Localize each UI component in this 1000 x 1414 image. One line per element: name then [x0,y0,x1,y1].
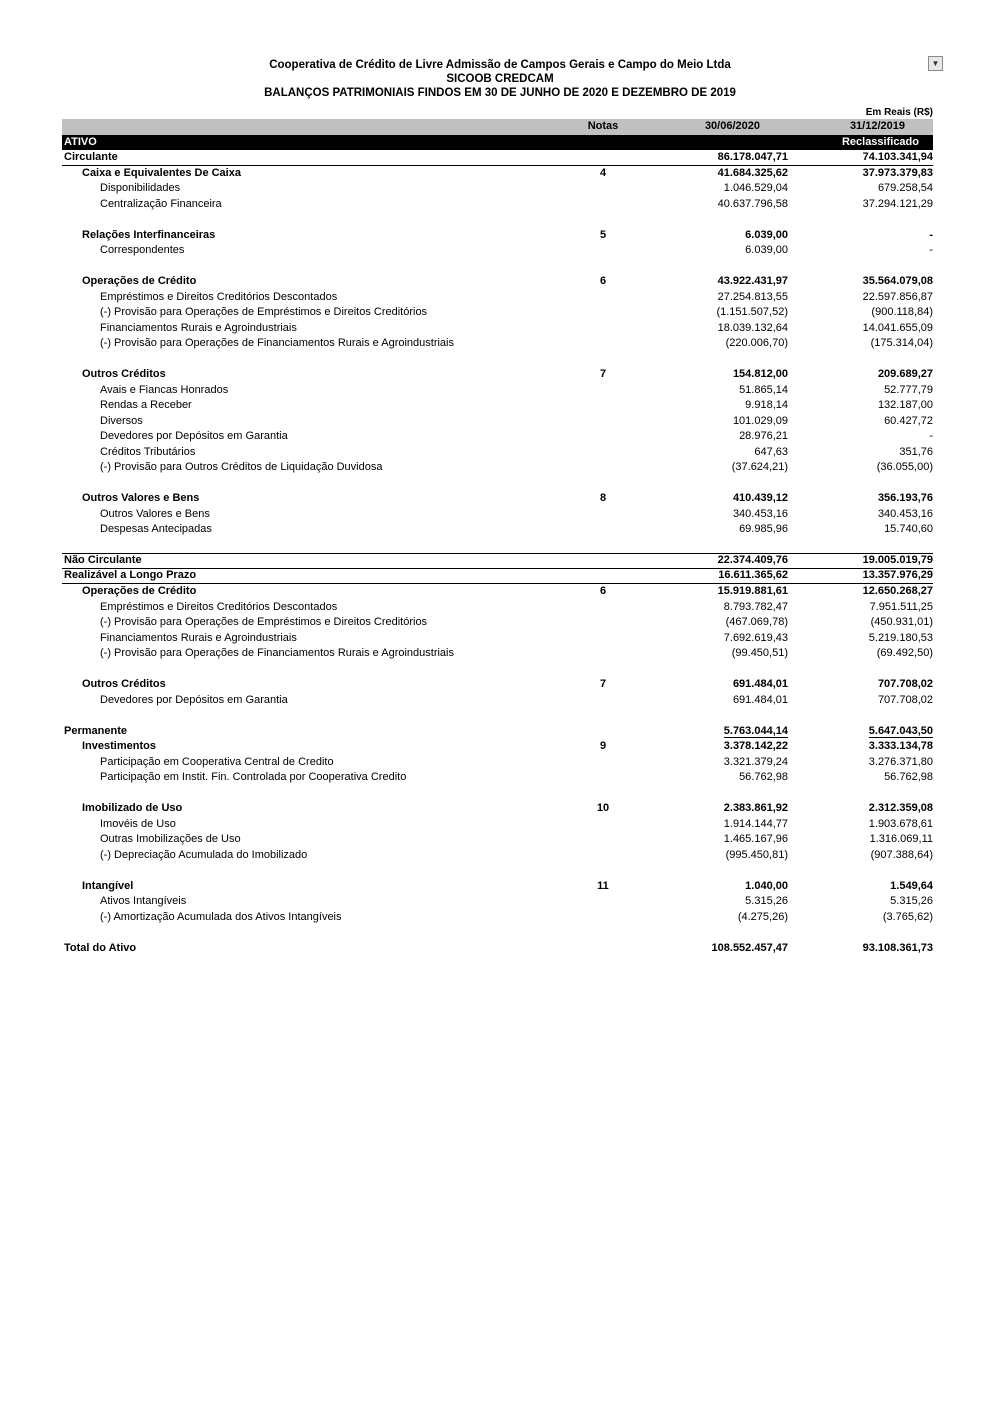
col-date-2019: 31/12/2019 [849,120,905,133]
row-value-2020: 3.378.142,22 [723,740,788,753]
spacer-row [62,538,933,554]
row-value-2019: (900.118,84) [871,306,933,319]
row-label: Correspondentes [100,244,185,257]
spacer-row [62,925,933,941]
row-nota: 11 [597,879,609,892]
row-value-2020: 691.484,01 [732,678,788,691]
row-value-2020: 40.637.796,58 [717,197,788,210]
row-label: Rendas a Receber [100,399,192,412]
table-row [62,739,933,755]
row-value-2019: 5.315,26 [890,895,933,908]
row-label: Permanente [64,724,127,737]
table-row [62,197,933,213]
row-value-2019: 56.762,98 [884,771,933,784]
table-row [62,941,933,957]
row-nota: 10 [596,802,610,815]
table-row [62,367,933,383]
table-row [62,491,933,507]
row-value-2019: 15.740,60 [884,523,933,536]
row-label: Outras Imobilizações de Uso [100,833,241,846]
row-value-2020: (995.450,81) [725,848,788,861]
row-value-2019: 12.650.268,27 [862,585,933,598]
row-label: Diversos [100,414,143,427]
row-value-2020: 108.552.457,47 [711,941,788,954]
row-value-2020: 1.914.144,77 [723,817,788,830]
row-value-2019: (907.388,64) [870,848,933,861]
row-value-2020: 691.484,01 [732,693,788,706]
row-value-2019: 35.564.079,08 [862,275,933,288]
row-value-2019: 1.903.678,61 [868,817,933,830]
row-nota: 9 [599,740,607,753]
table-row [62,693,933,709]
row-value-2020: 7.692.619,43 [723,631,788,644]
row-nota: 4 [599,166,607,179]
row-value-2020: 1.040,00 [745,879,788,892]
row-label: Financiamentos Rurais e Agroindustriais [100,321,297,334]
col-notas: Notas [587,120,619,133]
row-value-2020: 101.029,09 [732,414,788,427]
row-value-2019: (69.492,50) [876,647,933,660]
row-value-2019: 1.316.069,11 [869,833,933,846]
table-row [62,770,933,786]
row-value-2020: 1.046.529,04 [723,182,788,195]
document-header [0,0,1000,100]
row-label: Operações de Crédito [82,585,197,598]
row-value-2020: 5.315,26 [745,895,788,908]
row-value-2019: 132.187,00 [877,399,933,412]
row-value-2019: 93.108.361,73 [862,941,933,954]
table-row [62,336,933,352]
spacer-row [62,352,933,368]
row-label: Financiamentos Rurais e Agroindustriais [100,631,297,644]
row-value-2019: 52.777,79 [884,383,933,396]
row-value-2020: 154.812,00 [732,368,788,381]
row-value-2020: 6.039,00 [745,244,788,257]
row-value-2019: 14.041.655,09 [862,321,933,334]
row-label: Investimentos [82,740,156,753]
table-row [62,879,933,895]
row-value-2020: 1.465.167,96 [723,833,788,846]
row-nota: 6 [599,275,607,288]
table-row [62,553,933,569]
table-row [62,321,933,337]
row-value-2019: 679.258,54 [877,182,933,195]
table-row [62,181,933,197]
row-value-2019: - [929,244,933,257]
row-value-2019: 5.647.043,50 [868,724,933,737]
spacer-row [62,786,933,802]
table-row [62,569,933,585]
row-value-2020: 340.453,16 [732,507,788,520]
row-value-2020: 86.178.047,71 [717,150,788,163]
reclassified-label: Reclassificado [841,135,919,148]
section-ativo-label: ATIVO [64,135,97,148]
table-row [62,615,933,631]
row-label: (-) Provisão para Operações de Financiamentos Rurais e Agroindustriais [100,337,454,350]
row-value-2019: 5.219.180,53 [868,631,933,644]
row-value-2019: 3.276.371,80 [868,755,933,768]
spacer-row [62,708,933,724]
row-value-2020: 3.321.379,24 [723,755,788,768]
row-value-2019: 356.193,76 [877,492,933,505]
dropdown-control[interactable] [928,56,943,71]
row-value-2019: (3.765,62) [882,910,933,923]
row-label: Não Circulante [64,554,142,567]
row-label: Ativos Intangíveis [100,895,187,908]
table-row [62,801,933,817]
row-value-2019: 37.973.379,83 [862,166,933,179]
row-value-2020: 69.985,96 [739,523,788,536]
column-header-row [62,119,933,135]
row-value-2019: (450.931,01) [870,616,933,629]
company-title: Cooperativa de Crédito de Livre Admissão de Campos Gerais e Campo do Meio Ltda [269,59,731,71]
row-label: Empréstimos e Direitos Creditórios Descontados [100,290,338,303]
row-label: Devedores por Depósitos em Garantia [100,430,288,443]
table-row [62,460,933,476]
row-label: Relações Interfinanceiras [82,228,216,241]
table-row [62,724,933,740]
row-nota: 7 [599,678,607,691]
row-value-2020: (99.450,51) [731,647,788,660]
row-value-2020: 27.254.813,55 [717,290,788,303]
row-nota: 5 [599,228,607,241]
row-value-2020: 18.039.132,64 [717,321,788,334]
row-value-2020: (467.069,78) [725,616,788,629]
table-area [62,107,933,956]
table-row [62,817,933,833]
row-value-2020: 41.684.325,62 [717,166,788,179]
balance-sheet-table [62,119,933,956]
table-row [62,600,933,616]
row-label: Imobilizado de Uso [82,802,183,815]
row-value-2019: 19.005.019,79 [862,554,933,567]
row-value-2019: (175.314,04) [870,337,933,350]
table-row [62,445,933,461]
row-value-2019: 340.453,16 [877,507,933,520]
row-label: (-) Provisão para Outros Créditos de Liquidação Duvidosa [100,461,383,474]
row-label: (-) Depreciação Acumulada do Imobilizado [100,848,308,861]
table-row [62,507,933,523]
row-value-2019: 1.549,64 [890,879,933,892]
row-value-2019: 707.708,02 [877,693,933,706]
table-row [62,631,933,647]
row-value-2020: 6.039,00 [745,228,788,241]
row-value-2020: 51.865,14 [739,383,788,396]
row-label: Intangível [82,879,134,892]
chevron-down-icon: ▼ [931,59,940,68]
row-nota: 8 [599,492,607,505]
table-row [62,848,933,864]
row-value-2020: 28.976,21 [739,430,788,443]
row-value-2020: (1.151.507,52) [716,306,788,319]
row-nota: 7 [599,368,607,381]
row-value-2020: 15.919.881,61 [717,585,788,598]
row-value-2020: 647,63 [754,445,788,458]
row-label: Outros Valores e Bens [100,507,210,520]
spacer-row [62,662,933,678]
table-row [62,910,933,926]
spacer-row [62,212,933,228]
row-label: Avais e Fiancas Honrados [100,383,229,396]
row-value-2019: 3.333.134,78 [868,740,933,753]
table-row [62,584,933,600]
row-value-2020: 2.383.861,92 [723,802,788,815]
row-value-2019: - [929,430,933,443]
row-value-2020: (37.624,21) [731,461,788,474]
row-label: Participação em Cooperativa Central de Credito [100,755,334,768]
row-value-2019: 351,76 [899,445,933,458]
row-value-2020: 43.922.431,97 [717,275,788,288]
table-row [62,894,933,910]
spacer-row [62,259,933,275]
row-value-2020: 16.611.365,62 [718,569,788,582]
row-value-2019: 22.597.856,87 [862,290,933,303]
row-value-2019: 209.689,27 [877,368,933,381]
institution-name: SICOOB CREDCAM [446,73,554,85]
table-row [62,677,933,693]
section-header-row [62,135,933,151]
table-row [62,398,933,414]
row-label: (-) Provisão para Operações de Financiamentos Rurais e Agroindustriais [100,647,454,660]
row-label: Participação em Instit. Fin. Controlada por Cooperativa Credito [100,771,407,784]
row-label: Despesas Antecipadas [100,523,212,536]
row-value-2019: 74.103.341,94 [862,150,933,163]
row-label: Total do Ativo [64,941,137,954]
row-value-2020: 410.439,12 [732,492,788,505]
row-label: Outros Créditos [82,678,166,691]
table-row [62,166,933,182]
row-label: Empréstimos e Direitos Creditórios Descontados [100,600,338,613]
row-value-2020: 22.374.409,76 [717,554,788,567]
table-row [62,832,933,848]
table-row [62,150,933,166]
row-value-2019: 7.951.511,25 [869,600,933,613]
currency-note: Em Reais (R$) [865,107,933,118]
row-value-2019: - [929,228,933,241]
row-label: Circulante [64,150,118,163]
row-label: Centralização Financeira [100,197,222,210]
row-label: Outros Valores e Bens [82,492,200,505]
table-row [62,305,933,321]
row-label: Devedores por Depósitos em Garantia [100,693,288,706]
row-label: Operações de Crédito [82,275,197,288]
row-value-2020: (220.006,70) [725,337,788,350]
spacer-row [62,476,933,492]
row-label: Imovéis de Uso [100,817,176,830]
row-value-2020: 8.793.782,47 [723,600,788,613]
table-row [62,243,933,259]
row-value-2020: 5.763.044,14 [723,724,788,737]
row-value-2019: 60.427,72 [884,414,933,427]
row-label: (-) Provisão para Operações de Empréstimos e Direitos Creditórios [100,616,428,629]
row-label: Caixa e Equivalentes De Caixa [82,166,241,179]
row-value-2019: (36.055,00) [876,461,933,474]
row-label: (-) Amortização Acumulada dos Ativos Intangíveis [100,910,342,923]
row-label: Outros Créditos [82,368,166,381]
table-row [62,429,933,445]
row-label: Créditos Tributários [100,445,196,458]
row-value-2020: (4.275,26) [737,910,788,923]
table-body [62,150,933,956]
row-nota: 6 [599,585,607,598]
row-label: Realizável a Longo Prazo [64,569,197,582]
spacer-row [62,863,933,879]
table-row [62,414,933,430]
col-date-2020: 30/06/2020 [704,120,760,133]
table-row [62,228,933,244]
table-row [62,274,933,290]
row-value-2019: 2.312.359,08 [868,802,933,815]
table-row [62,290,933,306]
row-value-2019: 13.357.976,29 [862,569,933,582]
row-value-2019: 707.708,02 [877,678,933,691]
table-row [62,755,933,771]
table-row [62,646,933,662]
row-value-2020: 9.918,14 [745,399,788,412]
row-value-2019: 37.294.121,29 [862,197,933,210]
row-label: Disponibilidades [100,182,181,195]
row-value-2020: 56.762,98 [739,771,788,784]
table-row [62,522,933,538]
statement-title: BALANÇOS PATRIMONIAIS FINDOS EM 30 DE JUNHO DE 2020 E DEZEMBRO DE 2019 [264,87,736,99]
row-label: (-) Provisão para Operações de Empréstimos e Direitos Creditórios [100,306,428,319]
table-row [62,383,933,399]
